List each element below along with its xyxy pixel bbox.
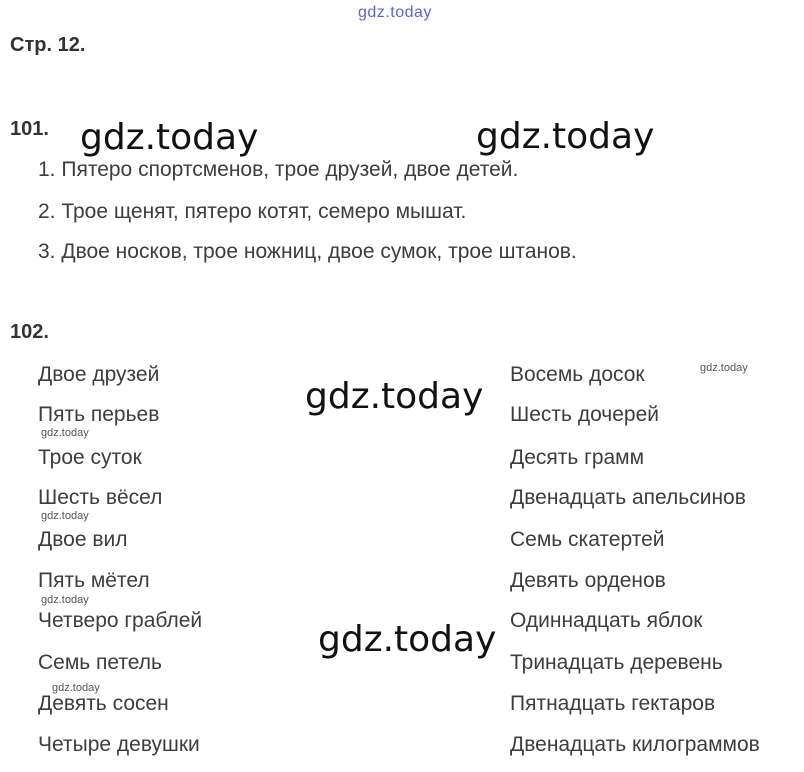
left-list-item: Пять мётел <box>38 569 150 592</box>
right-list-item: Двенадцать апельсинов <box>510 486 746 509</box>
right-list-item: Семь скатертей <box>510 528 665 551</box>
exercise-101-line: 2. Трое щенят, пятеро котят, семеро мышат. <box>38 200 467 223</box>
exercise-101-line: 3. Двое носков, трое ножниц, двое сумок, трое штанов. <box>38 240 577 263</box>
watermark-small: gdz.today <box>41 594 89 606</box>
left-list-item: Двое вил <box>38 528 128 551</box>
right-list-item: Двенадцать килограммов <box>510 733 760 756</box>
watermark-big: gdz.today <box>318 619 497 660</box>
watermark-small: gdz.today <box>52 682 100 694</box>
left-list-item: Семь петель <box>38 651 162 674</box>
exercise-102-number: 102. <box>10 321 49 343</box>
left-list-item: Шесть вёсел <box>38 486 163 509</box>
right-list-item: Пятнадцать гектаров <box>510 692 716 715</box>
watermark-small: gdz.today <box>700 362 748 374</box>
left-list-item: Двое друзей <box>38 363 160 386</box>
watermark-small: gdz.today <box>41 427 89 439</box>
right-list-item: Шесть дочерей <box>510 403 659 426</box>
right-list-item: Восемь досок <box>510 363 645 386</box>
right-list-item: Тринадцать деревень <box>510 651 723 674</box>
right-list-item: Девять орденов <box>510 569 666 592</box>
left-list-item: Трое суток <box>38 446 142 469</box>
exercise-101-line: 1. Пятеро спортсменов, трое друзей, двое детей. <box>38 158 519 181</box>
exercise-101-number: 101. <box>10 118 49 140</box>
page-title: Стр. 12. <box>10 34 86 56</box>
watermark-big: gdz.today <box>305 376 484 417</box>
header-watermark: gdz.today <box>358 4 432 21</box>
left-list-item: Четыре девушки <box>38 733 200 756</box>
right-list-item: Десять грамм <box>510 446 645 469</box>
left-list-item: Четверо граблей <box>38 609 203 632</box>
left-list-item: Девять сосен <box>38 692 169 715</box>
watermark-big: gdz.today <box>476 116 655 157</box>
right-list-item: Одиннадцать яблок <box>510 609 703 632</box>
watermark-small: gdz.today <box>41 510 89 522</box>
left-list-item: Пять перьев <box>38 403 160 426</box>
watermark-big: gdz.today <box>80 117 259 158</box>
